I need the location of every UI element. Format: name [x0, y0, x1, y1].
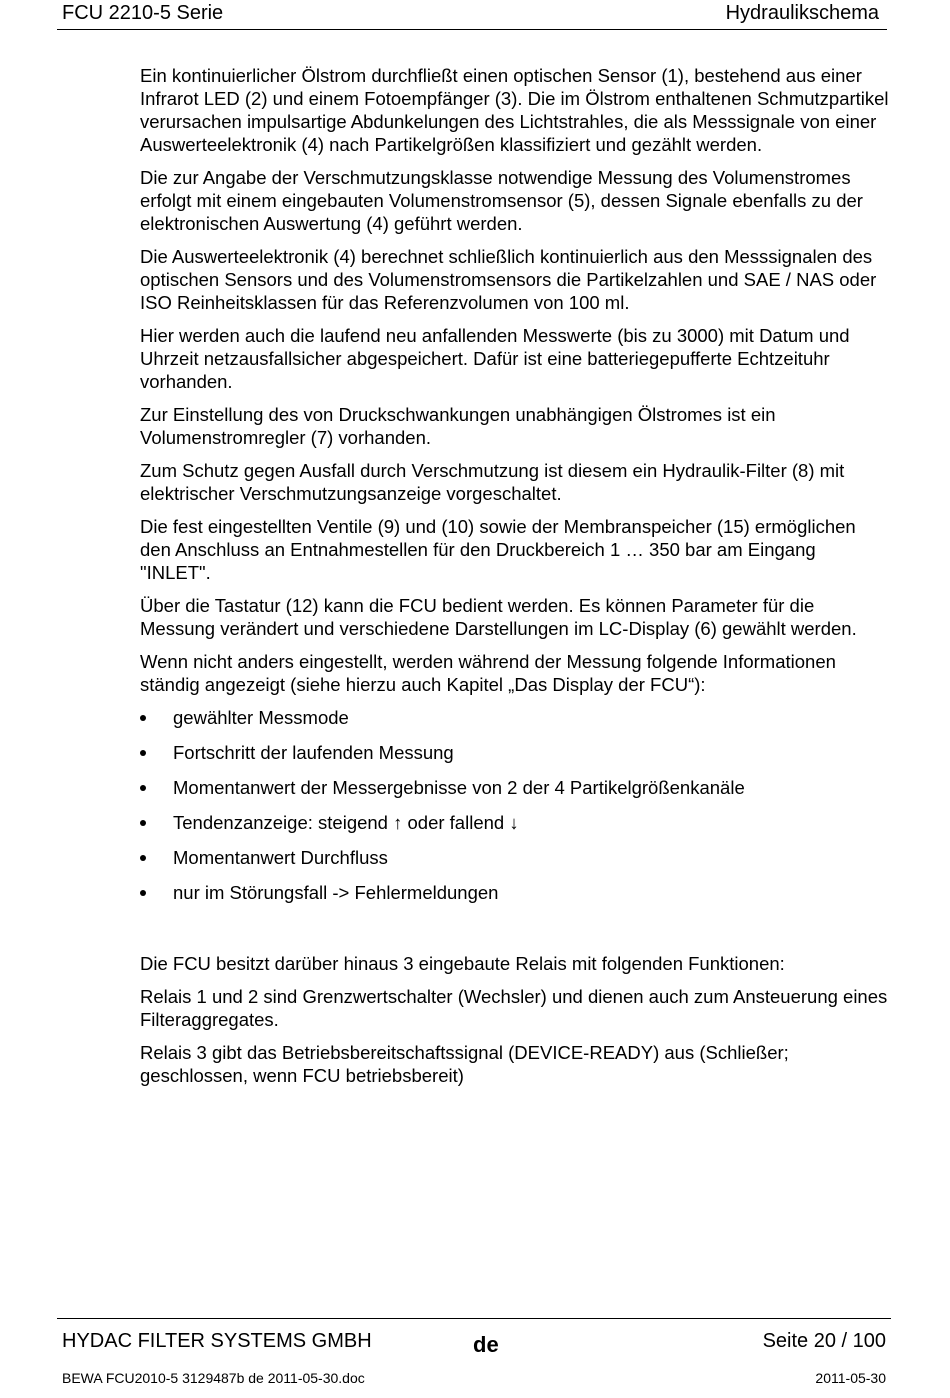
section-spacer	[140, 916, 890, 952]
list-item	[140, 846, 890, 869]
header-product: FCU 2210-5 Serie	[62, 2, 224, 24]
paragraph: Relais 3 gibt das Betriebsbereitschaftssignal (DEVICE-READY) aus (Schließer; geschlossen, wenn FCU betriebsbereit)	[140, 1042, 789, 1086]
list-item	[140, 741, 890, 764]
list-item	[140, 811, 890, 834]
body-content	[140, 64, 890, 1097]
bullet-icon	[140, 890, 146, 896]
info-list	[140, 706, 890, 904]
footer-company: HYDAC FILTER SYSTEMS GMBH	[62, 1330, 372, 1352]
bullet-icon	[140, 750, 146, 756]
list-item	[140, 881, 890, 904]
paragraph: Die FCU besitzt darüber hinaus 3 eingebaute Relais mit folgenden Funktionen:	[140, 953, 785, 974]
footer-page-number: Seite 20 / 100	[762, 1330, 886, 1352]
bullet-icon	[140, 785, 146, 791]
bullet-icon	[140, 855, 146, 861]
list-item	[140, 776, 890, 799]
footer-document-id: BEWA FCU2010-5 3129487b de 2011-05-30.doc	[62, 1370, 365, 1386]
footer-language: de	[473, 1332, 499, 1357]
bullet-icon	[140, 715, 146, 721]
paragraph: Wenn nicht anders eingestellt, werden während der Messung folgende Informationen ständig angezeigt (siehe hierzu auch Kapitel „Das Display der FCU“):	[140, 651, 836, 695]
paragraph: Hier werden auch die laufend neu anfallenden Messwerte (bis zu 3000) mit Datum und Uhrzeit netzausfallsicher abgespeichert. Dafür ist eine batteriegepufferte Echtzeituhr vorhanden.	[140, 325, 850, 392]
list-item-text: Momentanwert Durchfluss	[173, 847, 388, 868]
paragraph: Die fest eingestellten Ventile (9) und (10) sowie der Membranspeicher (15) ermöglichen den Anschluss an Entnahmestellen für den Druckbereich 1 … 350 bar am Eingang "INLET".	[140, 516, 856, 583]
footer-divider	[57, 1318, 891, 1319]
paragraph: Die Auswerteelektronik (4) berechnet schließlich kontinuierlich aus den Messsignalen des optischen Sensors und des Volumenstromsensors die Partikelzahlen und SAE / NAS oder ISO Reinheitsklassen für das Referenzvolumen von 100 ml.	[140, 246, 877, 313]
paragraph: Relais 1 und 2 sind Grenzwertschalter (Wechsler) und dienen auch zum Ansteuerung eines Filteraggregates.	[140, 986, 888, 1030]
paragraph: Über die Tastatur (12) kann die FCU bedient werden. Es können Parameter für die Messung verändert und verschiedene Darstellungen im LC-Display (6) gewählt werden.	[140, 595, 857, 639]
paragraph: Zur Einstellung des von Druckschwankungen unabhängigen Ölstromes ist ein Volumenstromregler (7) vorhanden.	[140, 404, 776, 448]
list-item-text: Fortschritt der laufenden Messung	[173, 742, 454, 763]
bullet-icon	[140, 820, 146, 826]
list-item-text: Momentanwert der Messergebnisse von 2 der 4 Partikelgrößenkanäle	[173, 777, 745, 798]
paragraph: Zum Schutz gegen Ausfall durch Verschmutzung ist diesem ein Hydraulik-Filter (8) mit elektrischer Verschmutzungsanzeige vorgeschaltet.	[140, 460, 845, 504]
page-header	[57, 0, 887, 30]
footer-date: 2011-05-30	[815, 1370, 886, 1386]
list-item	[140, 706, 890, 729]
header-section: Hydraulikschema	[725, 2, 879, 24]
list-item-text: nur im Störungsfall -> Fehlermeldungen	[173, 882, 499, 903]
paragraph: Die zur Angabe der Verschmutzungsklasse notwendige Messung des Volumenstromes erfolgt mit einem eingebauten Volumenstromsensor (5), dessen Signale ebenfalls zu der elektronischen Auswertung (4) geführt werden.	[140, 167, 863, 234]
list-item-text: gewählter Messmode	[173, 707, 349, 728]
list-item-text: Tendenzanzeige: steigend ↑ oder fallend ↓	[173, 812, 519, 833]
paragraph: Ein kontinuierlicher Ölstrom durchfließt einen optischen Sensor (1), bestehend aus einer Infrarot LED (2) und einem Fotoempfänger (3). Die im Ölstrom enthaltenen Schmutzpartikel verursachen impulsartige Abdunkelungen des Lichtstrahles, die als Messsignale von einer Auswerteelektronik (4) nach Partikelgrößen klassifiziert und gezählt werden.	[140, 65, 889, 155]
